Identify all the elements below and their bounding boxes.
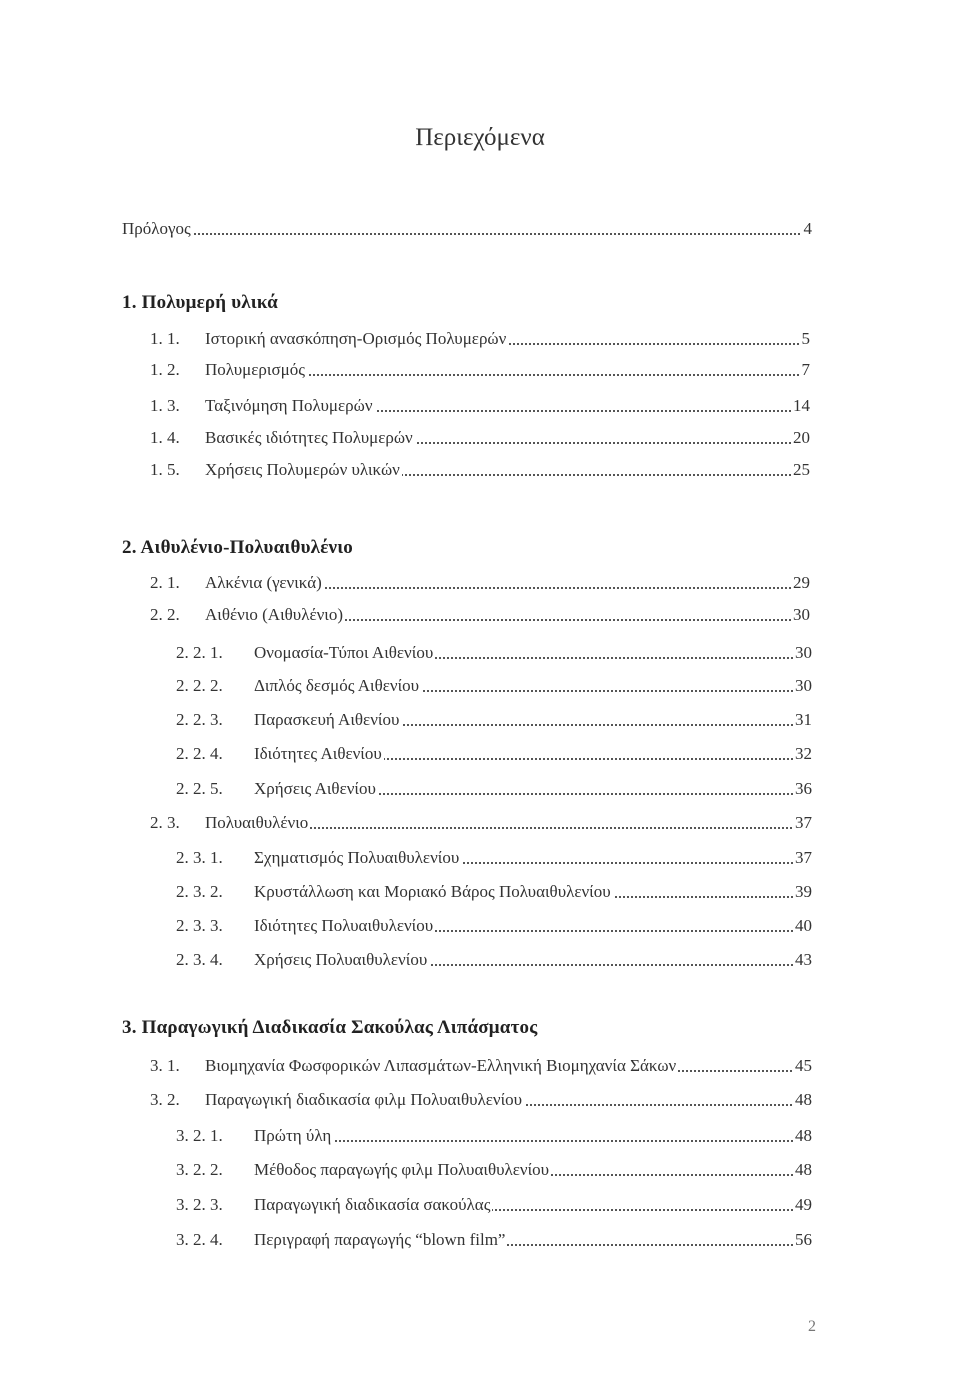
toc-entry-label: Βιομηχανία Φωσφορικών Λιπασμάτων-Ελληνική Βιομηχανία Σάκων	[205, 1056, 677, 1075]
toc-entry-number: 3. 2. 4.	[176, 1230, 223, 1249]
toc-entry[interactable]	[150, 1053, 812, 1079]
toc-entry-page: 30	[793, 640, 812, 666]
toc-entry-page: 31	[793, 707, 812, 733]
toc-entry[interactable]	[176, 879, 812, 905]
toc-entry-page: 5	[800, 326, 811, 352]
toc-entry-label: Παραγωγική διαδικασία φιλμ Πολυαιθυλενίου	[205, 1090, 523, 1109]
toc-entry[interactable]	[176, 1123, 812, 1149]
chapter-heading[interactable]: 3. Παραγωγική Διαδικασία Σακούλας Λιπάσματος	[122, 1017, 538, 1038]
toc-entry-label: Ιδιότητες Πολυαιθυλενίου	[254, 916, 434, 935]
toc-entry-page: 25	[791, 457, 810, 483]
toc-entry-label: Πολυμερισμός	[205, 360, 305, 379]
toc-entry[interactable]	[176, 741, 812, 767]
toc-entry-number: 2. 3. 4.	[176, 950, 223, 969]
toc-entry-page: 20	[791, 425, 810, 451]
toc-entry-page: 48	[793, 1123, 812, 1149]
toc-entry-page: 37	[793, 845, 812, 871]
toc-entry[interactable]	[176, 947, 812, 973]
toc-entry-number: 2. 1.	[150, 573, 180, 592]
toc-entry-page: 36	[793, 776, 812, 802]
toc-entry-label: Χρήσεις Αιθενίου	[254, 779, 376, 798]
toc-entry[interactable]	[150, 1087, 812, 1113]
toc-entry-number: 2. 3. 1.	[176, 848, 223, 867]
toc-entry[interactable]	[176, 640, 812, 666]
toc-entry-number: 1. 2.	[150, 360, 180, 379]
toc-entry-label: Ιστορική ανασκόπηση-Ορισμός Πολυμερών	[205, 329, 507, 348]
toc-entry[interactable]	[176, 1157, 812, 1183]
toc-entry-number: 2. 2. 3.	[176, 710, 223, 729]
toc-entry-number: 1. 1.	[150, 329, 180, 348]
toc-entry[interactable]	[150, 326, 810, 352]
toc-entry-number: 3. 1.	[150, 1056, 180, 1075]
toc-entry-page: 32	[793, 741, 812, 767]
toc-entry-number: 3. 2.	[150, 1090, 180, 1109]
page-title: Περιεχόμενα	[415, 124, 545, 151]
page-number: 2	[808, 1318, 816, 1335]
toc-entry-number: 2. 2.	[150, 605, 180, 624]
toc-entry-label: Αλκένια (γενικά)	[205, 573, 322, 592]
dot-leader	[122, 233, 812, 235]
toc-entry-label: Διπλός δεσμός Αιθενίου	[254, 676, 420, 695]
toc-entry[interactable]	[150, 602, 810, 628]
toc-entry-number: 2. 3. 2.	[176, 882, 223, 901]
toc-entry-page: 56	[793, 1227, 812, 1253]
chapter-heading[interactable]: 1. Πολυμερή υλικά	[122, 292, 278, 313]
toc-entry[interactable]	[150, 457, 810, 483]
toc-entry-page: 43	[793, 947, 812, 973]
toc-entry-number: 2. 2. 4.	[176, 744, 223, 763]
toc-entry-number: 3. 2. 3.	[176, 1195, 223, 1214]
toc-entry-number: 2. 2. 2.	[176, 676, 223, 695]
toc-entry[interactable]	[176, 845, 812, 871]
toc-entry-number: 3. 2. 2.	[176, 1160, 223, 1179]
toc-entry[interactable]	[176, 1192, 812, 1218]
toc-entry[interactable]	[176, 913, 812, 939]
toc-entry-page: 29	[791, 570, 810, 596]
toc-entry-number: 3. 2. 1.	[176, 1126, 223, 1145]
toc-entry-label: Χρήσεις Πολυμερών υλικών	[205, 460, 400, 479]
toc-entry-page: 30	[793, 673, 812, 699]
toc-entry-label: Ονομασία-Τύποι Αιθενίου	[254, 643, 434, 662]
toc-entry[interactable]	[176, 673, 812, 699]
toc-entry[interactable]	[150, 393, 810, 419]
toc-entry[interactable]	[150, 570, 810, 596]
toc-entry-page: 4	[802, 216, 813, 242]
toc-entry-label: Αιθένιο (Αιθυλένιο)	[205, 605, 344, 624]
toc-entry-label: Κρυστάλλωση και Μοριακό Βάρος Πολυαιθυλενίου	[254, 882, 611, 901]
toc-entry-page: 49	[793, 1192, 812, 1218]
toc-entry-label: Ιδιότητες Αιθενίου	[254, 744, 382, 763]
toc-entry-number: 2. 2. 5.	[176, 779, 223, 798]
toc-entry-page: 30	[791, 602, 810, 628]
toc-entry-number: 1. 3.	[150, 396, 180, 415]
toc-entry-label: Περιγραφή παραγωγής “blown film”	[254, 1230, 506, 1249]
toc-entry-page: 39	[793, 879, 812, 905]
toc-entry-label: Μέθοδος παραγωγής φιλμ Πολυαιθυλενίου	[254, 1160, 550, 1179]
toc-entry-label: Παραγωγική διαδικασία σακούλας	[254, 1195, 491, 1214]
toc-entry-number: 1. 4.	[150, 428, 180, 447]
toc-entry-label: Χρήσεις Πολυαιθυλενίου	[254, 950, 428, 969]
toc-entry-label: Πρώτη ύλη	[254, 1126, 332, 1145]
toc-entry-number: 2. 2. 1.	[176, 643, 223, 662]
toc-entry-label: Παρασκευή Αιθενίου	[254, 710, 400, 729]
chapter-heading[interactable]: 2. Αιθυλένιο-Πολυαιθυλένιο	[122, 537, 354, 558]
toc-entry-number: 1. 5.	[150, 460, 180, 479]
toc-entry-page: 48	[793, 1157, 812, 1183]
toc-entry-number: 2. 3.	[150, 813, 180, 832]
toc-entry-label: Σχηματισμός Πολυαιθυλενίου	[254, 848, 460, 867]
toc-entry[interactable]	[176, 707, 812, 733]
toc-entry[interactable]	[176, 776, 812, 802]
toc-entry-page: 7	[800, 357, 811, 383]
toc-entry-label: Πολυαιθυλένιο	[205, 813, 309, 832]
toc-entry-page: 37	[793, 810, 812, 836]
toc-entry-page: 45	[793, 1053, 812, 1079]
toc-entry-number: 2. 3. 3.	[176, 916, 223, 935]
toc-entry[interactable]	[150, 425, 810, 451]
toc-entry[interactable]	[176, 1227, 812, 1253]
toc-entry-label: Ταξινόμηση Πολυμερών	[205, 396, 373, 415]
toc-entry-page: 14	[791, 393, 810, 419]
toc-entry-label: Βασικές ιδιότητες Πολυμερών	[205, 428, 413, 447]
toc-entry-label: Πρόλογος	[122, 219, 191, 238]
toc-entry[interactable]	[150, 810, 812, 836]
toc-entry-page: 40	[793, 913, 812, 939]
toc-entry-preface[interactable]	[122, 216, 812, 242]
toc-entry[interactable]	[150, 357, 810, 383]
toc-entry-page: 48	[793, 1087, 812, 1113]
